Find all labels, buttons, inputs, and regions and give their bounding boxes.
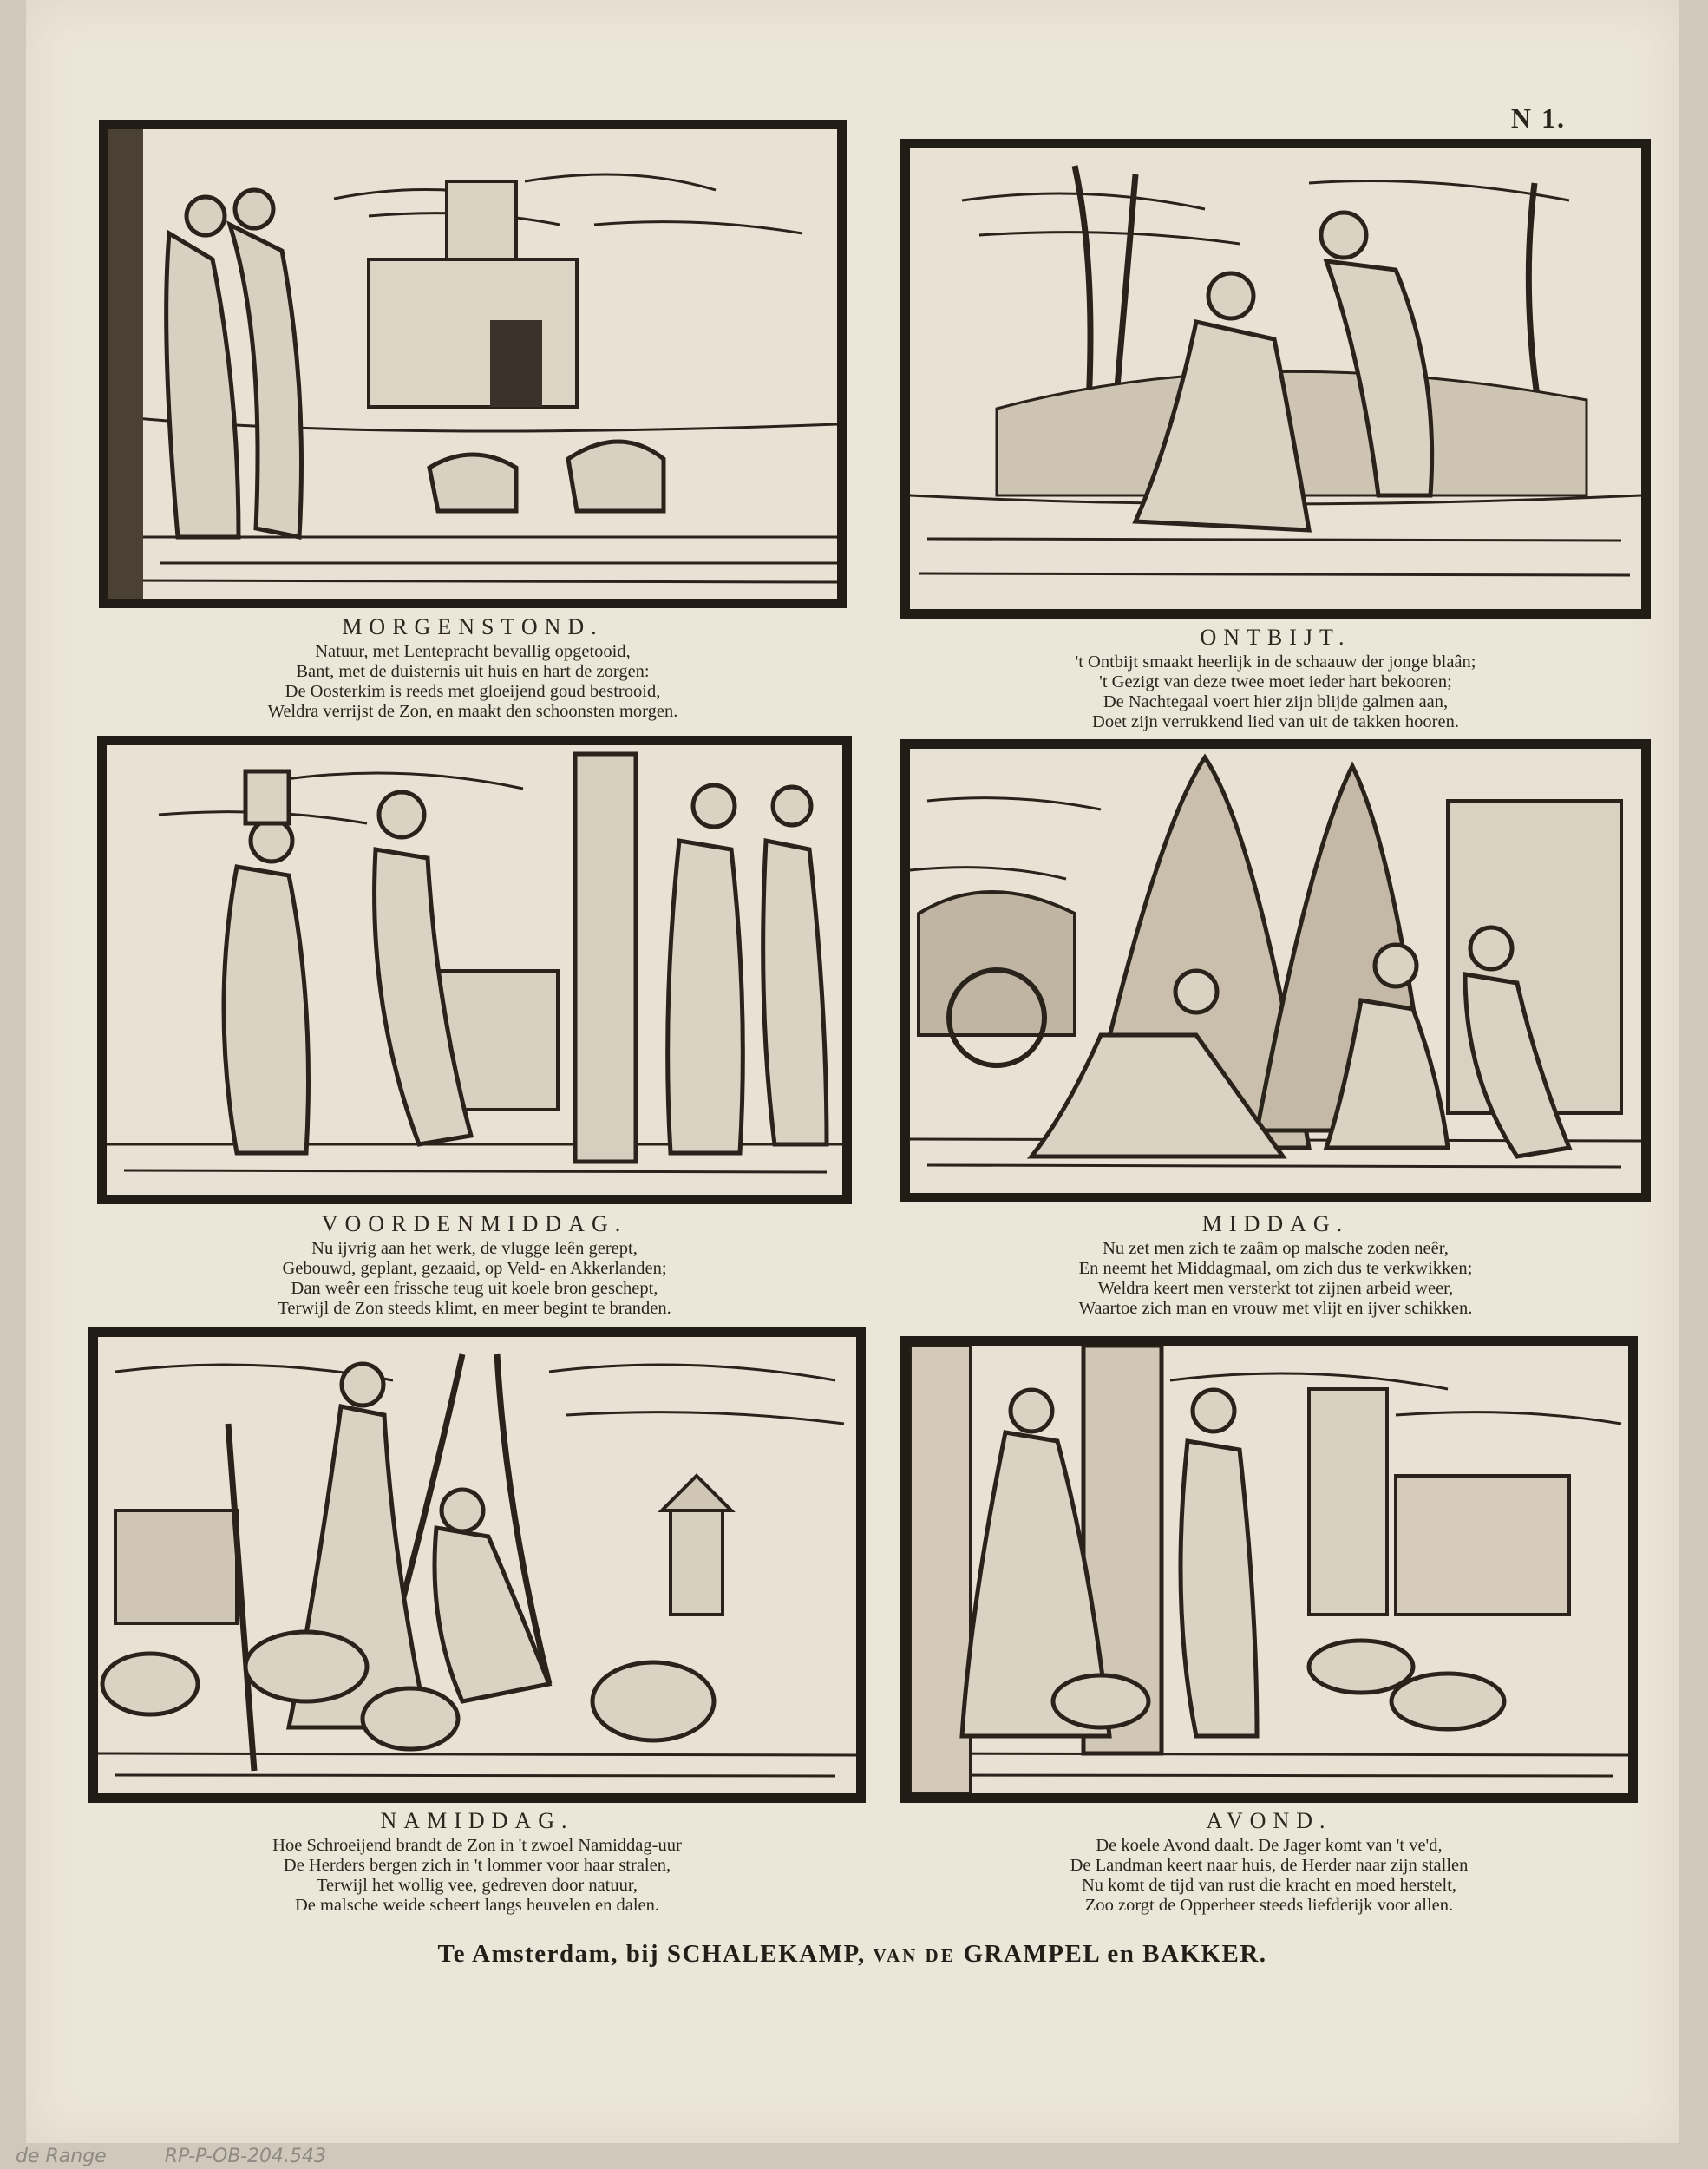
collector-signature: de Range — [16, 2146, 107, 2167]
verse-line: Nu ijvrig aan het werk, de vlugge leên gerept, — [311, 1239, 638, 1258]
verse-line: Hoe Schroeijend brandt de Zon in 't zwoel Namiddag-uur — [272, 1836, 682, 1855]
verse-line: Zoo zorgt de Opperheer steeds liefderijk voor allen. — [1084, 1896, 1454, 1915]
verse-line: 't Ontbijt smaakt heerlijk in de schaauw der jonge blaân; — [1075, 652, 1476, 672]
verse-line: Waartoe zich man en vrouw met vlijt en ijver schikken. — [1078, 1299, 1473, 1318]
object-number: RP-P-OB-204.543 — [164, 2146, 326, 2167]
broadsheet — [26, 0, 1679, 2143]
panel-middag-woodcut — [900, 739, 1651, 1202]
verse-line: Terwijl het wollig vee, gedreven door natuur, — [316, 1876, 638, 1895]
verse-line: De Nachtegaal voert hier zijn blijde galmen aan, — [1103, 692, 1449, 711]
panel-voordenmiddag-woodcut — [97, 736, 852, 1204]
caption-title: ONTBIJT. — [1200, 625, 1351, 650]
verse-line: Terwijl de Zon steeds klimt, en meer begint te branden. — [278, 1299, 671, 1318]
verse-line: Nu zet men zich te zaâm op malsche zoden neêr, — [1103, 1239, 1449, 1258]
sheet-number: N 1. — [1510, 102, 1566, 134]
verse-line: Nu komt de tijd van rust die kracht en moed herstelt, — [1081, 1876, 1457, 1895]
imprint-partners: GRAMPEL en BAKKER. — [963, 1940, 1267, 1968]
archive-annotation — [16, 2146, 378, 2167]
verse-line: Natuur, met Lentepracht bevallig opgetooid, — [315, 642, 631, 661]
verse-line: En neemt het Middagmaal, om zich dus te verkwikken; — [1078, 1259, 1473, 1278]
caption-middag — [900, 1211, 1651, 1319]
verse-line: Weldra verrijst de Zon, en maakt den schoonsten morgen. — [267, 702, 678, 721]
verse-line: Weldra keert men versterkt tot zijnen arbeid weer, — [1097, 1279, 1454, 1298]
publisher-imprint — [26, 1940, 1679, 1969]
caption-title: MIDDAG. — [1201, 1211, 1350, 1236]
verse-line: De malsche weide scheert langs heuvelen en dalen. — [294, 1896, 660, 1915]
caption-morgenstond — [99, 614, 847, 722]
caption-title: VOORDENMIDDAG. — [321, 1211, 628, 1236]
verse-line: Gebouwd, geplant, gezaaid, op Veld- en Akkerlanden; — [282, 1259, 667, 1278]
verse-line: Dan weêr een frissche teug uit koele bron geschept, — [291, 1279, 658, 1298]
verse-line: 't Gezigt van deze twee moet ieder hart bekooren; — [1099, 672, 1452, 691]
caption-title: AVOND. — [1206, 1808, 1332, 1833]
caption-voordenmiddag — [97, 1211, 852, 1319]
verse-line: De Oosterkim is reeds met gloeijend goud bestrooid, — [285, 682, 661, 701]
verse-line: De Herders bergen zich in 't lommer voor haar stralen, — [283, 1856, 671, 1875]
caption-ontbijt — [900, 625, 1651, 732]
caption-title: MORGENSTOND. — [342, 614, 604, 639]
imprint-city-publisher: Te Amsterdam, bij SCHALEKAMP, — [437, 1940, 866, 1968]
panel-avond-woodcut — [900, 1336, 1638, 1803]
caption-namiddag — [88, 1808, 866, 1916]
verse-line: Bant, met de duisternis uit huis en hart de zorgen: — [296, 662, 650, 681]
imprint-van-de: VAN DE — [873, 1945, 956, 1966]
panel-namiddag-woodcut — [88, 1327, 866, 1803]
caption-avond — [900, 1808, 1638, 1916]
panel-ontbijt-woodcut — [900, 139, 1651, 619]
verse-line: De Landman keert naar huis, de Herder naar zijn stallen — [1070, 1856, 1469, 1875]
caption-title: NAMIDDAG. — [380, 1808, 574, 1833]
panel-morgenstond-woodcut — [99, 120, 847, 608]
verse-line: Doet zijn verrukkend lied van uit de takken hooren. — [1092, 712, 1459, 731]
verse-line: De koele Avond daalt. De Jager komt van 't ve'd, — [1096, 1836, 1443, 1855]
